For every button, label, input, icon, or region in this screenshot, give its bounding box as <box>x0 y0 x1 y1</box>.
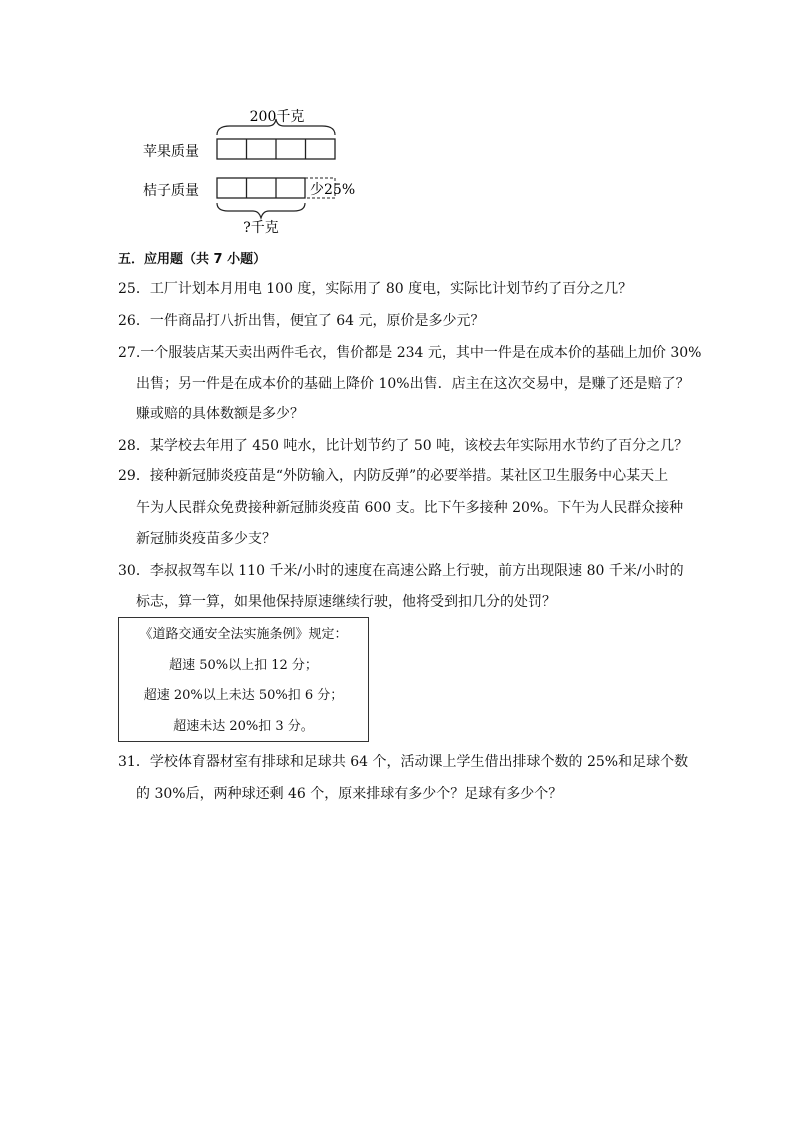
less-percent-label: 少25% <box>310 182 356 198</box>
problem-25: 25．工厂计划本月用电 100 度，实际用了 80 度电，实际比计划节约了百分之几？ <box>118 281 633 297</box>
rule-item-3: 超速未达 20%扣 3 分。 <box>173 719 314 734</box>
problem-27-line-2: 出售；另一件是在成本价的基础上降价 10%出售．店主在这次交易中，是赚了还是赔了？ <box>136 376 690 392</box>
rule-item-2: 超速 20%以上未达 50%扣 6 分； <box>143 688 344 703</box>
problem-31-line-1: 31．学校体育器材室有排球和足球共 64 个，活动课上学生借出排球个数的 25%和足球个数 <box>118 754 689 770</box>
bottom-brace <box>217 203 305 218</box>
apple-weight-label: 苹果质量 <box>143 144 199 160</box>
orange-weight-label: 桔子质量 <box>143 183 199 199</box>
orange-bar <box>217 178 305 198</box>
problem-30-line-2: 标志，算一算，如果他保持原速继续行驶，他将受到扣几分的处罚？ <box>136 594 556 610</box>
problem-29-line-3: 新冠肺炎疫苗多少支？ <box>136 531 276 547</box>
apple-bar <box>217 139 335 159</box>
ratio-diagram <box>0 0 794 240</box>
problem-26: 26．一件商品打八折出售，便宜了 64 元，原价是多少元？ <box>118 313 485 329</box>
traffic-rules-box <box>118 617 369 742</box>
problem-31-line-2: 的 30%后，两种球还剩 46 个，原来排球有多少个？足球有多少个？ <box>136 786 563 802</box>
top-brace <box>217 119 335 135</box>
problem-30-line-1: 30．李叔叔驾车以 110 千米/小时的速度在高速公路上行驶，前方出现限速 80 千米/小时的 <box>118 563 684 579</box>
total-weight-label: 200千克 <box>249 109 305 125</box>
problem-27-line-3: 赚或赔的具体数额是多少？ <box>136 406 304 422</box>
problem-27-line-1: 27.一个服装店某天卖出两件毛衣，售价都是 234 元，其中一件是在成本价的基础上加价 30% <box>118 345 702 361</box>
problem-29-line-2: 午为人民群众免费接种新冠肺炎疫苗 600 支。比下午多接种 20%。下午为人民群众接种 <box>136 500 684 516</box>
unknown-weight-label: ?千克 <box>243 220 279 236</box>
rules-title: 《道路交通安全法实施条例》规定： <box>139 627 348 642</box>
section-heading: 五．应用题（共 7 小题） <box>118 252 267 267</box>
problem-28: 28．某学校去年用了 450 吨水，比计划节约了 50 吨，该校去年实际用水节约了百分之几？ <box>118 438 689 454</box>
problem-29-line-1: 29．接种新冠肺炎疫苗是“外防输入，内防反弹”的必要举措。某社区卫生服务中心某天上 <box>118 468 669 484</box>
rule-item-1: 超速 50%以上扣 12 分； <box>169 658 318 673</box>
